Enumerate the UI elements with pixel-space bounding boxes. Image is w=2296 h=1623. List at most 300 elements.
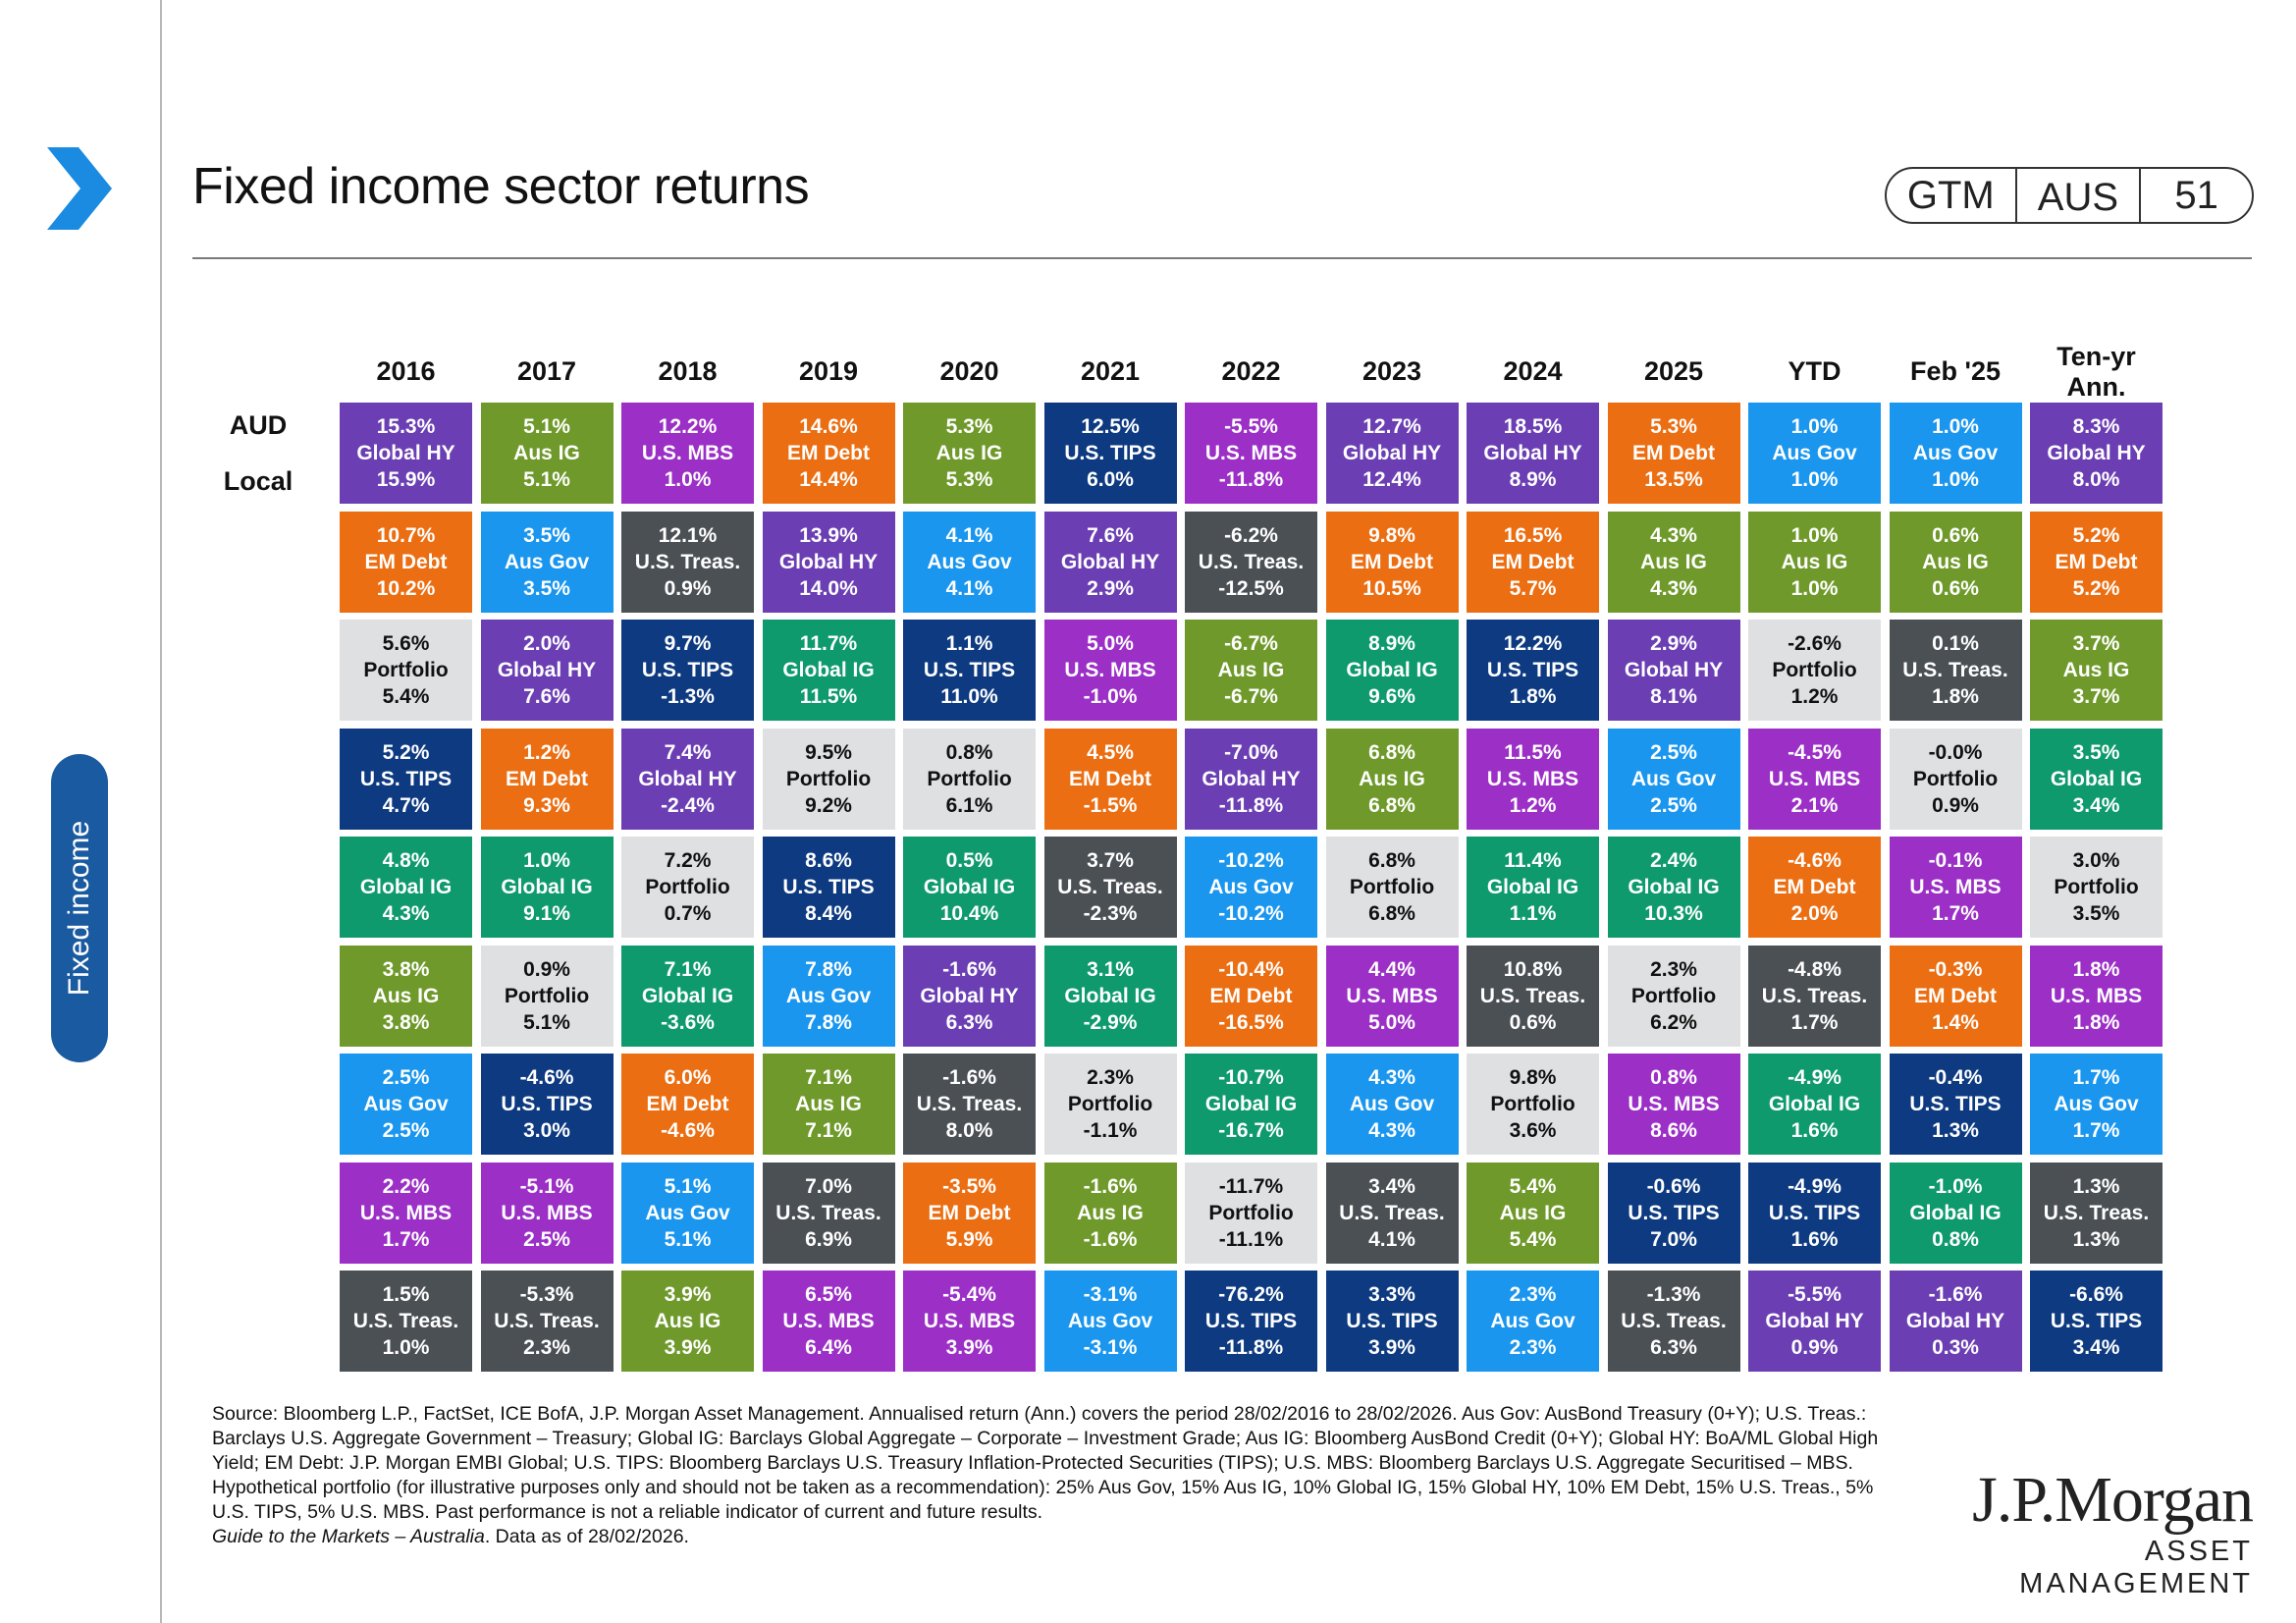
cell-aud-return: -11.7% [1218,1174,1284,1198]
cell-local-return: -1.3% [661,685,715,708]
cell-aud-return: -4.9% [1788,1066,1842,1089]
cell-sector-name: EM Debt [1209,984,1293,1007]
cell-sector-name: Aus IG [1922,550,1989,573]
cell-local-return: -1.0% [1083,685,1138,708]
cell-local-return: 1.3% [1932,1119,1979,1142]
cell-aud-return: 9.8% [1509,1066,1557,1089]
quilt-cell-2020-u-s-treas [903,1054,1036,1155]
cell-local-return: 6.2% [1650,1010,1697,1034]
cell-local-return: 2.5% [382,1119,430,1142]
cell-sector-name: Global IG [1768,1093,1861,1115]
cell-sector-name: Aus IG [654,1310,721,1332]
cell-aud-return: 7.1% [664,957,712,981]
cell-local-return: 3.6% [1509,1119,1557,1142]
cell-sector-name: U.S. Treas. [352,1310,459,1332]
quilt-cell-ytd-u-s-mbs [1748,729,1881,830]
quilt-cell-2021-aus-gov [1044,1271,1177,1372]
cell-aud-return: 7.0% [805,1174,852,1198]
cell-sector-name: Aus IG [513,442,580,464]
cell-aud-return: 8.3% [2072,415,2120,438]
cell-aud-return: -4.6% [519,1066,574,1089]
cell-sector-name: U.S. TIPS [1204,1310,1298,1332]
cell-aud-return: 7.8% [805,957,852,981]
cell-local-return: 3.0% [523,1119,570,1142]
cell-local-return: 0.3% [1932,1336,1979,1359]
cell-sector-name: Global HY [1765,1310,1864,1332]
quilt-cell-2025-global-hy [1608,620,1740,721]
cell-local-return: 2.0% [1790,902,1839,925]
quilt-cell-2024-aus-gov [1467,1271,1599,1372]
cell-local-return: 10.5% [1362,576,1421,600]
cell-sector-name: U.S. MBS [501,1201,593,1224]
cell-local-return: 6.3% [945,1010,993,1034]
cell-local-return: 2.5% [523,1227,570,1251]
cell-local-return: 10.3% [1644,902,1703,925]
cell-sector-name: Aus IG [1640,550,1707,573]
cell-sector-name: U.S. TIPS [1064,442,1156,464]
cell-local-return: 11.5% [799,685,858,708]
cell-aud-return: -1.6% [942,957,996,981]
cell-sector-name: U.S. Treas. [1902,659,2008,681]
quilt-cell-2016-global-hy [340,403,472,504]
cell-aud-return: 2.0% [523,632,570,655]
cell-aud-return: -5.4% [942,1283,996,1306]
cell-aud-return: 5.4% [1509,1174,1557,1198]
quilt-cell-2022-global-ig [1185,1054,1317,1155]
cell-local-return: -1.1% [1083,1119,1138,1142]
quilt-cell-2023-aus-gov [1326,1054,1459,1155]
cell-aud-return: 1.3% [2072,1174,2120,1198]
cell-aud-return: 9.8% [1368,523,1415,547]
cell-sector-name: Portfolio [1208,1201,1294,1224]
cell-local-return: -1.5% [1083,793,1138,817]
cell-aud-return: 1.8% [2072,957,2120,981]
cell-local-return: 5.3% [945,468,993,491]
cell-sector-name: Aus IG [795,1093,862,1115]
cell-aud-return: -3.5% [942,1174,996,1198]
quilt-cell-2017-u-s-tips [481,1054,614,1155]
quilt-cell-2023-global-hy [1326,403,1459,504]
cell-sector-name: Global IG [1204,1093,1298,1115]
cell-sector-name: U.S. Treas. [916,1093,1023,1115]
cell-local-return: 6.9% [805,1227,852,1251]
cell-local-return: 6.4% [805,1336,852,1359]
cell-sector-name: U.S. Treas. [1198,550,1305,573]
cell-local-return: -16.5% [1218,1010,1284,1034]
cell-aud-return: -0.4% [1928,1066,1983,1089]
quilt-cell-ten-yr-ann-portfolio [2030,837,2163,938]
cell-sector-name: U.S. MBS [1768,767,1861,790]
cell-local-return: 4.1% [1368,1227,1415,1251]
cell-aud-return: 0.6% [1932,523,1979,547]
cell-local-return: -3.1% [1083,1336,1138,1359]
cell-local-return: 7.8% [805,1010,852,1034]
cell-local-return: 9.2% [805,793,852,817]
cell-local-return: 8.6% [1650,1119,1697,1142]
cell-local-return: 1.0% [1790,468,1839,491]
quilt-cell-2016-em-debt [340,512,472,613]
cell-local-return: 13.5% [1644,468,1703,491]
cell-aud-return: 0.9% [523,957,570,981]
cell-sector-name: Aus IG [1359,767,1425,790]
cell-local-return: 2.3% [1509,1336,1557,1359]
cell-aud-return: 7.6% [1087,523,1134,547]
cell-local-return: 1.2% [1790,685,1839,708]
quilt-cell-2022-u-s-tips [1185,1271,1317,1372]
cell-sector-name: Aus Gov [1912,442,1999,464]
cell-aud-return: 6.8% [1368,849,1415,872]
badge-gtm: GTM [1906,173,1995,217]
cell-sector-name: U.S. Treas. [1479,984,1586,1007]
cell-local-return: 4.3% [1368,1119,1415,1142]
cell-local-return: 5.7% [1509,576,1557,600]
cell-aud-return: -10.2% [1218,849,1284,872]
quilt-cell-2025-global-ig [1608,837,1740,938]
cell-sector-name: U.S. TIPS [1768,1201,1861,1224]
cell-local-return: 1.2% [1509,793,1557,817]
cell-aud-return: 1.2% [523,740,570,764]
quilt-cell-2019-portfolio [763,729,895,830]
cell-sector-name: U.S. MBS [923,1310,1016,1332]
cell-sector-name: U.S. MBS [641,442,734,464]
quilt-cell-2018-global-ig [621,946,754,1047]
cell-sector-name: Aus Gov [504,550,590,573]
cell-sector-name: Global HY [2047,442,2146,464]
quilt-cell-2017-global-ig [481,837,614,938]
logo-subtitle: ASSET MANAGEMENT [2019,1536,2253,1599]
column-header-2017: 2017 [516,356,577,386]
cell-aud-return: 15.3% [376,415,436,438]
cell-aud-return: 0.8% [1650,1066,1697,1089]
cell-sector-name: Aus IG [935,442,1003,464]
column-header-2016: 2016 [376,356,436,386]
quilt-cell-2024-aus-ig [1467,1163,1599,1264]
quilt-cell-ytd-u-s-treas [1748,946,1881,1047]
source-footnote [212,1402,1881,1549]
cell-sector-name: U.S. Treas. [494,1310,600,1332]
cell-local-return: 3.5% [2072,902,2120,925]
cell-sector-name: U.S. TIPS [1486,659,1579,681]
quilt-cell-2024-u-s-tips [1467,620,1599,721]
cell-aud-return: 0.8% [945,740,993,764]
cell-sector-name: Global IG [2050,767,2143,790]
cell-local-return: 5.9% [945,1227,993,1251]
cell-sector-name: Aus IG [1781,550,1848,573]
cell-local-return: 3.9% [664,1336,712,1359]
cell-aud-return: 5.1% [664,1174,712,1198]
cell-local-return: -12.5% [1218,576,1284,600]
cell-local-return: 1.7% [382,1227,430,1251]
quilt-cell-2019-aus-gov [763,946,895,1047]
cell-local-return: 8.1% [1650,685,1697,708]
cell-local-return: 2.1% [1790,793,1839,817]
column-header-2019: 2019 [798,356,859,386]
quilt-cell-feb-25-em-debt [1890,946,2022,1047]
cell-local-return: 8.0% [2072,468,2120,491]
cell-sector-name: U.S. TIPS [1346,1310,1438,1332]
cell-local-return: 1.6% [1790,1119,1839,1142]
cell-local-return: 0.9% [1790,1336,1839,1359]
cell-local-return: 7.0% [1650,1227,1697,1251]
cell-sector-name: Global IG [1909,1201,2002,1224]
cell-sector-name: U.S. TIPS [359,767,453,790]
cell-aud-return: 3.5% [523,523,570,547]
quilt-cell-2016-u-s-treas [340,1271,472,1372]
cell-local-return: 5.1% [664,1227,712,1251]
quilt-cell-2020-u-s-mbs [903,1271,1036,1372]
cell-aud-return: 3.9% [664,1283,712,1306]
quilt-cell-2019-em-debt [763,403,895,504]
cell-local-return: 0.9% [1932,793,1979,817]
cell-sector-name: Global HY [778,550,879,573]
quilt-cell-ten-yr-ann-u-s-mbs [2030,946,2163,1047]
cell-aud-return: 2.5% [1650,740,1697,764]
cell-sector-name: EM Debt [787,442,870,464]
cell-local-return: 5.2% [2072,576,2120,600]
cell-local-return: 10.4% [939,902,999,925]
quilt-cell-2025-u-s-tips [1608,1163,1740,1264]
cell-aud-return: -6.2% [1224,523,1278,547]
cell-aud-return: 3.3% [1368,1283,1415,1306]
cell-aud-return: 5.2% [382,740,430,764]
cell-aud-return: 5.2% [2072,523,2120,547]
quilt-cell-2021-u-s-tips [1044,403,1177,504]
cell-sector-name: EM Debt [2055,550,2138,573]
cell-aud-return: 4.3% [1368,1066,1415,1089]
quilt-cell-feb-25-aus-gov [1890,403,2022,504]
cell-local-return: -4.6% [661,1119,715,1142]
cell-sector-name: U.S. Treas. [1057,876,1163,898]
cell-sector-name: U.S. Treas. [1621,1310,1727,1332]
cell-sector-name: Aus Gov [2054,1093,2139,1115]
column-header-ytd: YTD [1788,356,1842,386]
column-header-2022: 2022 [1221,356,1281,386]
cell-sector-name: Portfolio [504,984,590,1007]
quilt-cell-2022-u-s-treas [1185,512,1317,613]
quilt-cell-ytd-aus-gov [1748,403,1881,504]
cell-sector-name: Portfolio [927,767,1012,790]
cell-aud-return: 2.4% [1650,849,1697,872]
column-header-feb-25: Feb '25 [1910,356,2001,386]
cell-aud-return: 1.5% [382,1283,430,1306]
cell-aud-return: -1.6% [1928,1283,1983,1306]
cell-sector-name: U.S. MBS [1486,767,1579,790]
quilt-cell-2024-global-hy [1467,403,1599,504]
page-title: Fixed income sector returns [192,158,810,215]
cell-local-return: 1.0% [1932,468,1979,491]
quilt-cell-2017-aus-ig [481,403,614,504]
cell-aud-return: -3.1% [1083,1283,1138,1306]
cell-aud-return: 13.9% [799,523,858,547]
quilt-cell-2017-em-debt [481,729,614,830]
cell-aud-return: 11.5% [1504,740,1562,764]
cell-local-return: 3.9% [945,1336,993,1359]
cell-aud-return: 12.5% [1081,415,1140,438]
cell-aud-return: 9.5% [805,740,852,764]
quilt-cell-2018-portfolio [621,837,754,938]
cell-local-return: -2.9% [1083,1010,1138,1034]
quilt-cell-2019-u-s-treas [763,1163,895,1264]
quilt-cell-ten-yr-ann-global-ig [2030,729,2163,830]
cell-sector-name: EM Debt [1632,442,1715,464]
cell-local-return: 12.4% [1362,468,1421,491]
cell-sector-name: Aus Gov [1490,1310,1575,1332]
cell-aud-return: 10.8% [1503,957,1563,981]
quilt-cell-2024-u-s-mbs [1467,729,1599,830]
cell-aud-return: 2.9% [1650,632,1697,655]
cell-sector-name: U.S. TIPS [501,1093,593,1115]
cell-aud-return: 10.7% [376,523,436,547]
quilt-cell-2025-u-s-treas [1608,1271,1740,1372]
cell-local-return: -11.1% [1218,1227,1284,1251]
cell-aud-return: 11.4% [1504,849,1562,872]
cell-sector-name: EM Debt [1351,550,1433,573]
cell-sector-name: Aus Gov [1349,1093,1435,1115]
quilt-cell-2022-em-debt [1185,946,1317,1047]
cell-aud-return: 4.5% [1087,740,1134,764]
cell-sector-name: Portfolio [363,659,449,681]
quilt-cell-2024-u-s-treas [1467,946,1599,1047]
cell-sector-name: Global IG [1064,984,1156,1007]
cell-local-return: -11.8% [1218,793,1284,817]
cell-sector-name: EM Debt [1491,550,1575,573]
quilt-cell-feb-25-u-s-mbs [1890,837,2022,938]
quilt-cell-2020-global-hy [903,946,1036,1047]
cell-local-return: 4.3% [382,902,430,925]
cell-aud-return: 2.3% [1509,1283,1557,1306]
cell-local-return: 0.8% [1932,1227,1979,1251]
cell-local-return: 8.9% [1509,468,1557,491]
cell-aud-return: 3.1% [1087,957,1134,981]
quilt-cell-2016-u-s-tips [340,729,472,830]
quilt-cell-2016-aus-ig [340,946,472,1047]
cell-aud-return: -76.2% [1218,1283,1284,1306]
quilt-cell-2017-global-hy [481,620,614,721]
cell-aud-return: 0.1% [1932,632,1979,655]
cell-local-return: 5.4% [1509,1227,1557,1251]
cell-aud-return: 1.0% [1790,415,1839,438]
quilt-cell-2021-global-hy [1044,512,1177,613]
cell-aud-return: 18.5% [1503,415,1563,438]
page-badge [1885,167,2254,224]
cell-sector-name: Aus Gov [1067,1310,1153,1332]
quilt-cell-2024-em-debt [1467,512,1599,613]
quilt-cell-ten-yr-ann-u-s-treas [2030,1163,2163,1264]
cell-aud-return: -1.6% [942,1066,996,1089]
left-divider-line [160,0,162,1623]
cell-sector-name: U.S. TIPS [641,659,734,681]
quilt-cell-ytd-u-s-tips [1748,1163,1881,1264]
logo-wordmark: J.P.Morgan [1972,1464,2253,1536]
cell-sector-name: U.S. MBS [1346,984,1438,1007]
section-tab-label: Fixed income [63,820,95,997]
quilt-cell-2020-em-debt [903,1163,1036,1264]
cell-sector-name: Global HY [920,984,1019,1007]
cell-sector-name: EM Debt [364,550,448,573]
cell-aud-return: 3.7% [2072,632,2120,655]
cell-local-return: 2.5% [1650,793,1697,817]
quilt-cell-ytd-global-ig [1748,1054,1881,1155]
cell-sector-name: Global HY [638,767,737,790]
cell-sector-name: Aus Gov [363,1093,449,1115]
cell-local-return: 1.7% [2072,1119,2120,1142]
cell-aud-return: 3.5% [2072,740,2120,764]
cell-aud-return: -0.3% [1928,957,1983,981]
cell-local-return: -11.8% [1218,1336,1284,1359]
cell-sector-name: Global HY [356,442,455,464]
cell-local-return: 2.3% [523,1336,570,1359]
cell-aud-return: 14.6% [799,415,858,438]
cell-sector-name: Global HY [1201,767,1301,790]
cell-aud-return: -0.0% [1928,740,1983,764]
cell-aud-return: -1.6% [1083,1174,1138,1198]
cell-sector-name: Global HY [1342,442,1442,464]
quilt-cell-2025-portfolio [1608,946,1740,1047]
cell-sector-name: EM Debt [1069,767,1151,790]
cell-sector-name: Portfolio [785,767,872,790]
cell-aud-return: -1.0% [1928,1174,1983,1198]
quilt-cell-feb-25-u-s-treas [1890,620,2022,721]
cell-sector-name: Aus IG [1217,659,1285,681]
cell-aud-return: -6.7% [1224,632,1278,655]
cell-aud-return: 6.0% [664,1066,712,1089]
cell-aud-return: -6.6% [2069,1283,2123,1306]
cell-sector-name: U.S. TIPS [923,659,1016,681]
cell-sector-name: Global HY [1905,1310,2005,1332]
cell-local-return: 0.6% [1932,576,1979,600]
quilt-cell-2025-em-debt [1608,403,1740,504]
cell-local-return: 6.8% [1368,793,1415,817]
cell-sector-name: U.S. TIPS [1909,1093,2002,1115]
quilt-cell-ten-yr-ann-aus-gov [2030,1054,2163,1155]
quilt-cell-feb-25-global-ig [1890,1163,2022,1264]
cell-local-return: 0.6% [1509,1010,1557,1034]
cell-sector-name: U.S. Treas. [1339,1201,1445,1224]
cell-aud-return: 5.3% [945,415,993,438]
cell-sector-name: Global IG [923,876,1016,898]
cell-aud-return: -5.5% [1224,415,1278,438]
cell-aud-return: 7.1% [805,1066,852,1089]
cell-sector-name: Aus IG [2062,659,2130,681]
cell-sector-name: U.S. TIPS [1628,1201,1720,1224]
cell-local-return: 6.8% [1368,902,1415,925]
quilt-cell-2017-u-s-treas [481,1271,614,1372]
quilt-cell-feb-25-portfolio [1890,729,2022,830]
cell-local-return: 7.1% [805,1119,852,1142]
cell-local-return: -10.2% [1218,902,1284,925]
cell-local-return: 6.1% [945,793,993,817]
cell-local-return: 4.7% [382,793,430,817]
cell-sector-name: Aus Gov [927,550,1012,573]
cell-local-return: -2.4% [661,793,715,817]
quilt-cell-2021-u-s-mbs [1044,620,1177,721]
cell-aud-return: 7.4% [664,740,712,764]
quilt-cell-2020-aus-ig [903,403,1036,504]
quilt-cell-2018-u-s-mbs [621,403,754,504]
cell-sector-name: U.S. MBS [1064,659,1156,681]
section-tab[interactable] [51,754,108,1062]
cell-sector-name: Portfolio [1630,984,1717,1007]
cell-aud-return: 16.5% [1503,523,1563,547]
cell-local-return: 5.1% [523,1010,570,1034]
cell-sector-name: Aus IG [1077,1201,1144,1224]
cell-sector-name: Portfolio [1772,659,1857,681]
cell-aud-return: 12.2% [658,415,718,438]
cell-aud-return: 5.6% [382,632,430,655]
quilt-cell-ten-yr-ann-em-debt [2030,512,2163,613]
badge-page-number: 51 [2174,173,2218,217]
cell-local-return: 1.0% [664,468,712,491]
